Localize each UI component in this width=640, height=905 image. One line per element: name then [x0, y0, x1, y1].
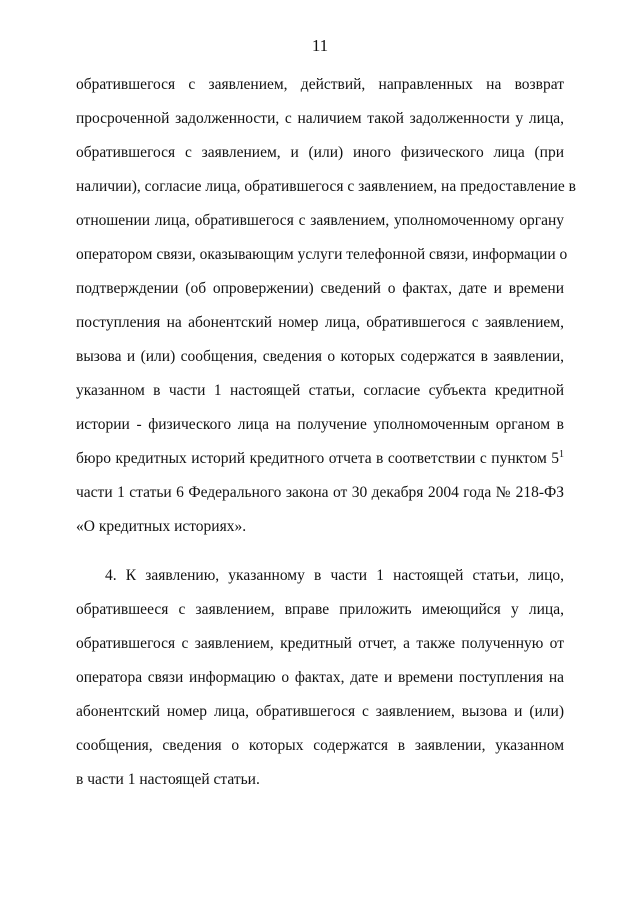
text-line: обратившегося с заявлением, кредитный отчет, а также полученную от: [76, 635, 564, 652]
text-line: сообщения, сведения о которых содержатся в заявлении, указанном: [76, 737, 564, 754]
text-line: обратившееся с заявлением, вправе приложить имеющийся у лица,: [76, 601, 564, 618]
page-number: 11: [311, 36, 329, 55]
text-line: поступления на абонентский номер лица, обратившегося с заявлением,: [76, 314, 564, 331]
text-line: абонентский номер лица, обратившегося с заявлением, вызова и (или): [76, 703, 564, 720]
text-line: указанном в части 1 настоящей статьи, согласие субъекта кредитной: [76, 382, 564, 399]
text-line: просроченной задолженности, с наличием такой задолженности у лица,: [76, 110, 564, 127]
paragraph-start-line: 4. К заявлению, указанному в части 1 настоящей статьи, лицо,: [105, 567, 564, 584]
text-line: отношении лица, обратившегося с заявлением, уполномоченному органу: [76, 212, 564, 229]
text-line: оператором связи, оказывающим услуги телефонной связи, информации о: [76, 246, 568, 263]
text-line: обратившегося с заявлением, и (или) иного физического лица (при: [76, 144, 564, 161]
text-line: части 1 статьи 6 Федерального закона от 30 декабря 2004 года № 218-ФЗ: [76, 484, 564, 501]
text-line: «О кредитных историях».: [76, 518, 247, 535]
superscript: 1: [559, 448, 564, 460]
text-line: бюро кредитных историй кредитного отчета в соответствии с пунктом 5: [76, 450, 559, 467]
text-line: вызова и (или) сообщения, сведения о которых содержатся в заявлении,: [76, 348, 564, 365]
text-line: истории - физического лица на получение уполномоченным органом в: [76, 416, 564, 433]
text-line: обратившегося с заявлением, действий, направленных на возврат: [76, 76, 564, 93]
text-line: подтверждении (об опровержении) сведений о фактах, дате и времени: [76, 280, 564, 297]
text-line: оператора связи информацию о фактах, дате и времени поступления на: [76, 669, 564, 686]
text-line-with-superscript: [76, 449, 564, 469]
text-line: в части 1 настоящей статьи.: [76, 771, 260, 788]
text-line: наличии), согласие лица, обратившегося с заявлением, на предоставление в: [76, 178, 576, 195]
